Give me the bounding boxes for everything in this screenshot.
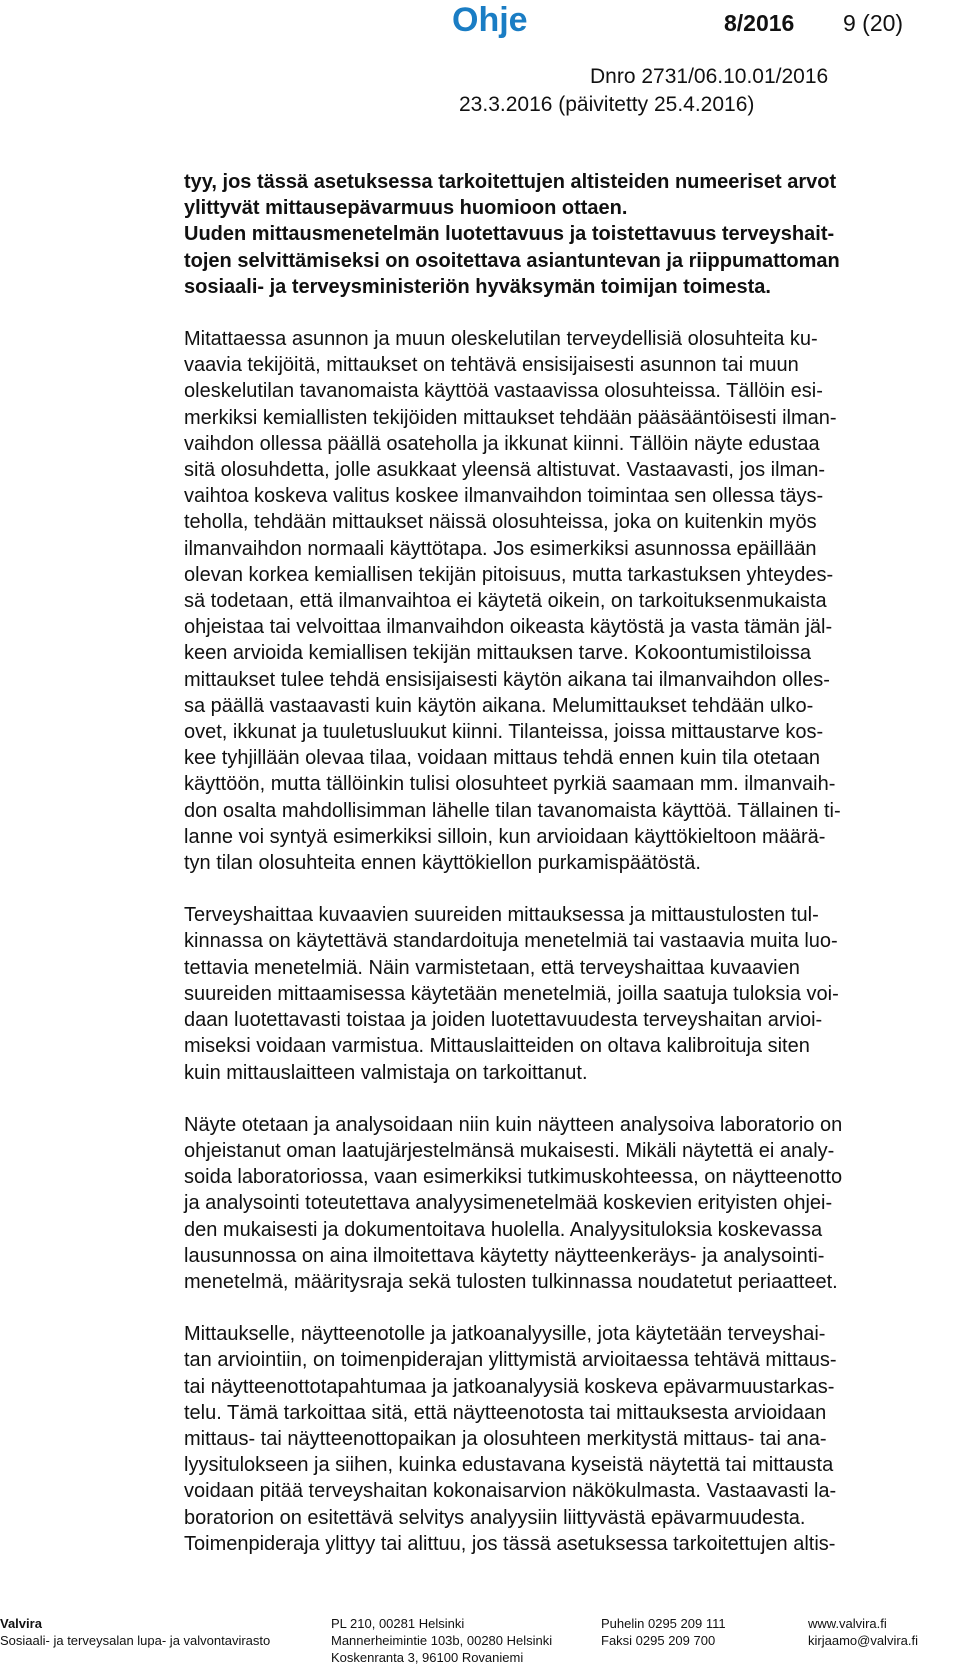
footer-organization <box>0 1615 270 1649</box>
footer-fax: Faksi 0295 209 700 <box>601 1633 716 1648</box>
footer-email-link[interactable]: kirjaamo@valvira.fi <box>808 1633 918 1648</box>
paragraph-bold-intro: tyy, jos tässä asetuksessa tarkoitettujen altisteiden numeeriset arvot ylittyvät mittausepävarmuus huomioon ottaen. Uuden mittausmenetelmän luotettavuus ja toistettavuus terveyshait- tojen selvittämiseksi on osoitettava asiantuntevan ja riippumattoman sosiaali- ja terveysministeriön hyväksymän toimijan toimesta. <box>184 171 840 298</box>
document-date: 23.3.2016 (päivitetty 25.4.2016) <box>459 93 755 116</box>
footer-org-full-name: Sosiaali- ja terveysalan lupa- ja valvontavirasto <box>0 1633 271 1648</box>
footer-rovaniemi-address: Koskenranta 3, 96100 Rovaniemi <box>331 1650 524 1665</box>
document-type-title: Ohje <box>452 1 528 39</box>
paragraph-measurement-conditions: Mitattaessa asunnon ja muun oleskelutilan terveydellisiä olosuhteita ku- vaavia tekijöitä, mittaukset on tehtävä ensisijaisesti asunnon tai muun oleskelutilan tavanomaista käyttöä vastaavissa olosuhteissa. Tällöin esi- merkiksi kemiallisten tekijöiden mittaukset tehdään pääsääntöisesti ilman- vaihdon ollessa päällä osateholla ja ikkunat kiinni. Tällöin näyte edustaa sitä olosuhdetta, jolle asukkaat yleensä altistuvat. Vastaavasti, jos ilman- vaihtoa koskeva valitus koskee ilmanvaihdon toimintaa sen ollessa täys- teholla, tehdään mittaukset näissä olosuhteissa, joka on kuitenkin myös ilmanvaihdon normaali käyttötapa. Jos esimerkiksi asunnossa epäillään olevan korkea kemiallisen tekijän pitoisuus, mutta tarkastuksen yhteydes- sä todetaan, että ilmanvaihtoa ei käytetä oikein, on tarkoituksenmukaista ohjeistaa tai velvoittaa ilmanvaihdon oikeasta käytöstä ja vasta tämän jäl- keen arvioida kemiallisen tekijän mittauksen tarve. Kokoontumistiloissa mittaukset tulee tehdä ensisijaisesti käytön aikana tai ilmanvaihdon olles- sa päällä vastaavasti kuin käytön aikana. Melumittaukset tehdään ulko- ovet, ikkunat ja tuuletusluukut kiinni. Tilanteissa, joissa mittaustarve kos- kee tyhjillään olevaa tilaa, voidaan mittaus tehdä ennen kuin tila otetaan käyttöön, mutta tällöinkin tulisi olosuhteet pyrkiä saamaan mm. ilmanvaih- don osalta mahdollisimman lähelle tilan tavanomaista käyttöä. Tällainen ti- lanne voi syntyä esimerkiksi silloin, kun arvioidaan käyttökieltoon määrä- tyn tilan olosuhteita ennen käyttökiellon purkamispäätöstä. <box>184 328 841 875</box>
footer-addresses <box>331 1615 552 1666</box>
page-number: 9 (20) <box>843 10 904 36</box>
footer-phone: Puhelin 0295 209 111 <box>601 1616 726 1631</box>
paragraph-sample-analysis: Näyte otetaan ja analysoidaan niin kuin näytteen analysoiva laboratorio on ohjeistanut oman laatujärjestelmänsä mukaisesti. Mikäli näytettä ei analy- soida laboratoriossa, vaan esimerkiksi tutkimuskohteessa, on näytteenotto ja analysointi toteutettava analyysimenetelmää koskevien erityisten ohjei- den mukaisesti ja dokumentoitava huolella. Analyysituloksia koskevassa lausunnossa on aina ilmoitettava käytetty näytteenkeräys- ja analysointi- menetelmä, määritysraja sekä tulosten tulkinnassa noudatetut periaatteet. <box>184 1113 843 1293</box>
paragraph-standardized-methods: Terveyshaittaa kuvaavien suureiden mittauksessa ja mittaustulosten tul- kinnassa on käytettävä standardoituja menetelmiä tai vastaavia muita luo- tettavia menetelmiä. Näin varmistetaan, että terveyshaittaa kuvaavien suureiden mittaamisessa käytetään menetelmiä, joilla saatuja tuloksia voi- daan luotettavasti toistaa ja joiden luotettavuudesta terveyshaitan arvioi- miseksi voidaan varmistua. Mittauslaitteiden on oltava kalibroituja siten kuin mittauslaitteen valmistaja on tarkoittanut. <box>184 904 839 1084</box>
footer-postal-address: PL 210, 00281 Helsinki <box>331 1616 465 1631</box>
document-body <box>184 169 944 1557</box>
footer-street-address: Mannerheimintie 103b, 00280 Helsinki <box>331 1633 553 1648</box>
diary-number: Dnro 2731/06.10.01/2016 <box>590 65 829 88</box>
document-number: 8/2016 <box>724 10 795 36</box>
footer-org-name: Valvira <box>0 1616 42 1631</box>
footer-contact-numbers <box>601 1615 726 1649</box>
paragraph-uncertainty: Mittaukselle, näytteenotolle ja jatkoanalyysille, jota käytetään terveyshai- tan arviointiin, on toimenpiderajan ylittymistä arvioitaessa tehtävä mittaus- tai näytteenottotapahtumaa ja jatkoanalyysiä koskeva epävarmuustarkas- telu. Tämä tarkoittaa sitä, että näytteenotosta tai mittauksesta arvioidaan mittaus- tai näytteenottopaikan ja olosuhteen merkitystä mittaus- tai ana- lyysitulokseen ja siihen, kuinka edustavana kyseistä näytettä tai mittausta voidaan pitää terveyshaitan kokonaisarvion näkökulmasta. Vastaavasti la- boratorion on esitettävä selvitys analyysiin liittyvästä epävarmuudesta. Toimenpideraja ylittyy tai alittuu, jos tässä asetuksessa tarkoitettujen altis- <box>184 1323 837 1555</box>
footer-website-link[interactable]: www.valvira.fi <box>808 1616 887 1631</box>
footer-online <box>808 1615 918 1649</box>
